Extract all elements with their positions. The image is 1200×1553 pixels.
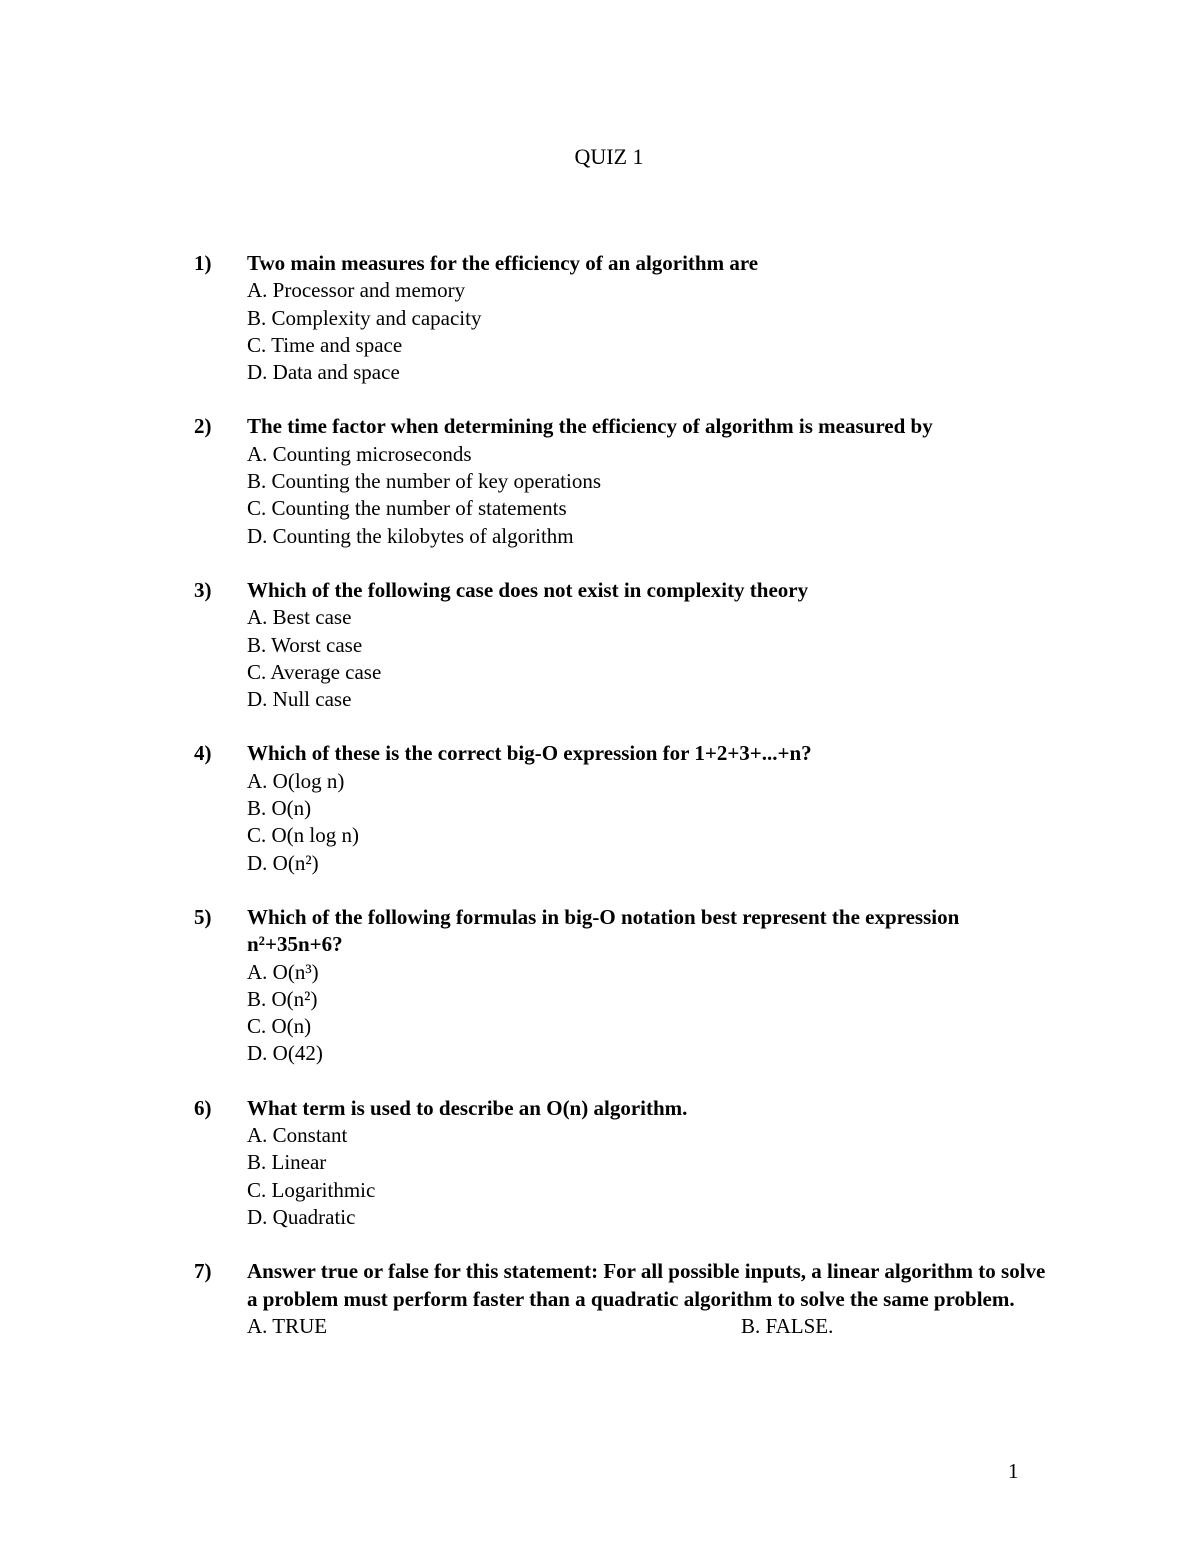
question-text: Which of these is the correct big-O expression for 1+2+3+...+n? (247, 741, 812, 766)
page-number: 1 (1008, 1459, 1019, 1483)
question-6 (194, 1095, 1054, 1231)
page-title: QUIZ 1 (574, 144, 644, 169)
option-d: D. O(42) (247, 1041, 323, 1066)
option-c: C. Average case (247, 659, 382, 684)
option-a: A. Best case (247, 605, 352, 630)
question-2 (194, 413, 1054, 549)
option-c: C. O(n) (247, 1014, 312, 1039)
question-5 (194, 904, 1054, 1068)
option-c: C. Time and space (247, 332, 403, 357)
option-b: B. Counting the number of key operations (247, 469, 602, 494)
option-list (247, 604, 1054, 713)
option-c: C. Logarithmic (247, 1177, 376, 1202)
question-number: 6) (194, 1095, 212, 1120)
option-list (247, 1122, 1054, 1231)
option-d: D. Counting the kilobytes of algorithm (247, 523, 574, 548)
option-a: A. TRUE (247, 1313, 328, 1338)
option-b: B. O(n) (247, 796, 312, 821)
question-number: 2) (194, 414, 212, 439)
option-list (247, 1313, 1054, 1340)
option-d: D. Null case (247, 687, 352, 712)
question-7 (194, 1258, 1054, 1340)
option-d: D. O(n²) (247, 850, 319, 875)
question-3 (194, 577, 1054, 713)
option-list (247, 959, 1054, 1068)
question-text: The time factor when determining the efficiency of algorithm is measured by (247, 414, 933, 439)
option-c: C. Counting the number of statements (247, 496, 567, 521)
option-d: D. Data and space (247, 360, 400, 385)
option-a: A. Counting microseconds (247, 441, 472, 466)
question-text: Which of the following case does not exist in complexity theory (247, 577, 809, 602)
option-d: D. Quadratic (247, 1204, 356, 1229)
question-text: What term is used to describe an O(n) algorithm. (247, 1095, 688, 1120)
option-a: A. O(n³) (247, 959, 319, 984)
question-number: 3) (194, 577, 212, 602)
option-a: A. O(log n) (247, 768, 345, 793)
option-list (247, 441, 1054, 550)
question-number: 5) (194, 904, 212, 929)
option-b: B. O(n²) (247, 986, 318, 1011)
option-b: B. Linear (247, 1150, 327, 1175)
question-4 (194, 740, 1054, 876)
option-list (247, 277, 1054, 386)
question-text: Two main measures for the efficiency of an algorithm are (247, 251, 759, 275)
question-text: Answer true or false for this statement: For all possible inputs, a linear algorithm to solve a problem must perform faster than a quadratic algorithm to solve the same problem. (247, 1259, 1046, 1311)
option-list (247, 768, 1054, 877)
question-text: Which of the following formulas in big-O notation best represent the expression n²+35n+6? (247, 904, 960, 957)
option-b: B. Worst case (247, 632, 363, 657)
question-number: 7) (194, 1259, 212, 1284)
option-b: B. Complexity and capacity (247, 305, 482, 330)
option-a: A. Constant (247, 1123, 348, 1148)
question-number: 4) (194, 741, 212, 766)
option-b: B. FALSE. (741, 1313, 834, 1338)
option-c: C. O(n log n) (247, 823, 359, 848)
question-number: 1) (194, 251, 212, 275)
option-a: A. Processor and memory (247, 278, 466, 303)
question-list (194, 250, 1054, 1367)
question-1 (194, 250, 1054, 386)
